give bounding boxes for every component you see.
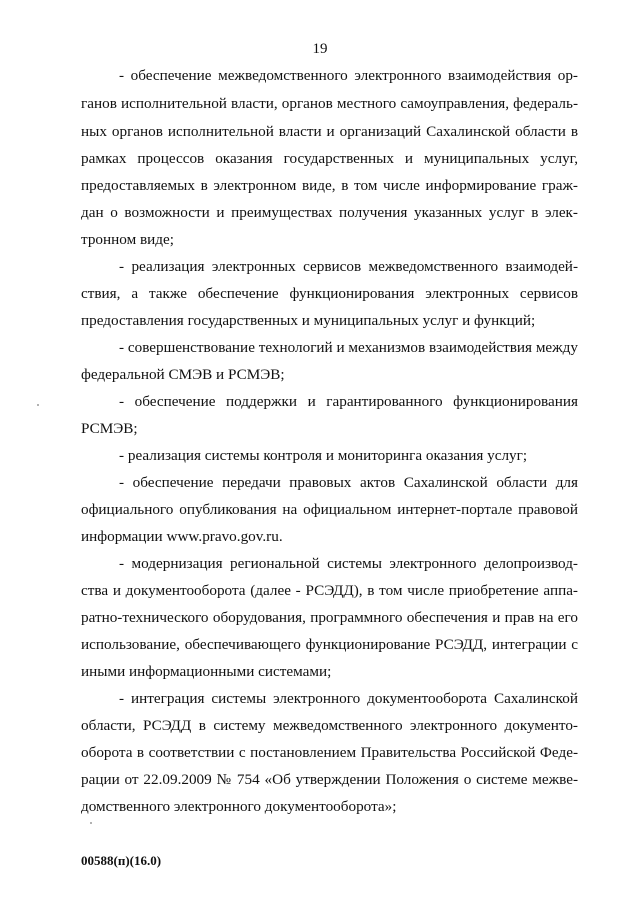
paragraph-line: ганов исполнительной власти, органов местного самоуправления, федераль- <box>81 95 578 112</box>
paragraph-line: области, РСЭДД в систему межведомственного электронного документо- <box>81 717 578 734</box>
paragraph-line: - интеграция системы электронного документооборота Сахалинской <box>119 690 578 707</box>
scan-speck <box>90 822 92 824</box>
paragraph-line: дан о возможности и преимуществах получения указанных услуг в элек- <box>81 204 578 221</box>
paragraph-line: РСМЭВ; <box>81 420 138 437</box>
paragraph-line: ствия, а также обеспечение функционирования электронных сервисов <box>81 285 578 302</box>
paragraph-line: использование, обеспечивающего функционирование РСЭДД, интеграции с <box>81 636 578 653</box>
paragraph-line: официального опубликования на официальном интернет-портале правовой <box>81 501 578 518</box>
paragraph-line: - обеспечение поддержки и гарантированного функционирования <box>119 393 578 410</box>
paragraph-line: - обеспечение передачи правовых актов Сахалинской области для <box>119 474 578 491</box>
paragraph-line: - модернизация региональной системы электронного делопроизвод- <box>119 555 578 572</box>
paragraph-line: информации www.pravo.gov.ru. <box>81 528 283 545</box>
page-number: 19 <box>312 41 328 57</box>
paragraph-line: федеральной СМЭВ и РСМЭВ; <box>81 366 285 383</box>
paragraph-line: - реализация электронных сервисов межведомственного взаимодей- <box>119 258 578 275</box>
paragraph-line: домственного электронного документооборота»; <box>81 798 397 815</box>
paragraph-line: рации от 22.09.2009 № 754 «Об утверждении Положения о системе межве- <box>81 771 578 788</box>
paragraph-line: - совершенствование технологий и механизмов взаимодействия между <box>119 339 578 356</box>
scan-speck <box>37 404 39 406</box>
paragraph-line: - реализация системы контроля и мониторинга оказания услуг; <box>119 447 528 464</box>
paragraph-line: оборота в соответствии с постановлением Правительства Российской Феде- <box>81 744 578 761</box>
paragraph-line: тронном виде; <box>81 231 174 248</box>
paragraph-line: иными информационными системами; <box>81 663 332 680</box>
paragraph-line: предоставления государственных и муниципальных услуг и функций; <box>81 312 536 329</box>
paragraph-line: предоставляемых в электронном виде, в том числе информирование граж- <box>81 177 578 194</box>
paragraph-line: ных органов исполнительной власти и организаций Сахалинской области в <box>81 123 578 140</box>
paragraph-line: рамках процессов оказания государственных и муниципальных услуг, <box>81 150 578 167</box>
paragraph-line: - обеспечение межведомственного электронного взаимодействия ор- <box>119 67 578 84</box>
document-code: 00588(п)(16.0) <box>81 853 162 868</box>
paragraph-line: ратно-технического оборудования, программного обеспечения и прав на его <box>81 609 578 626</box>
paragraph-line: ства и документооборота (далее - РСЭДД), в том числе приобретение аппа- <box>81 582 578 599</box>
